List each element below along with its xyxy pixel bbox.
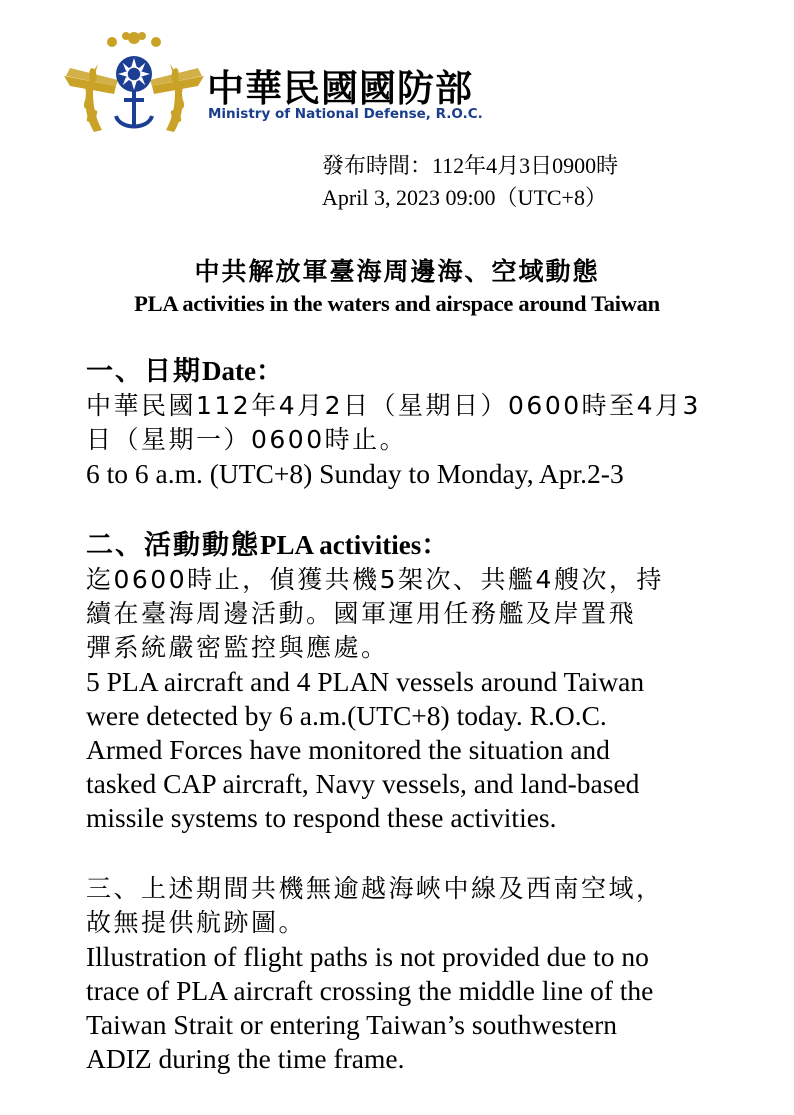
paragraph-line-zh: 故無提供航跡圖。 [86,908,307,937]
section-heading [86,354,756,389]
heading-colon: ： [421,530,449,560]
paragraph-line-zh: 中華民國112年4月2日（星期日）0600時至4月3 [86,391,701,420]
paragraph-line-en: Illustration of flight paths is not provided due to no [86,941,649,972]
paragraph-line-zh: 三、上述期間共機無逾越海峽中線及西南空域， [86,874,664,903]
paragraph-line-zh: 彈系統嚴密監控與應處。 [86,633,389,662]
section-date [86,354,756,491]
section-flight-paths [86,872,756,1076]
release-time-zh: 發布時間：112年4月3日0900時 [322,153,619,178]
section-heading [86,528,756,563]
paragraph-line-en: Taiwan Strait or entering Taiwan’s southwestern [86,1009,617,1040]
paragraph-line-en: 6 to 6 a.m. (UTC+8) Sunday to Monday, Apr.2-3 [86,458,624,489]
paragraph-line-en: trace of PLA aircraft crossing the middle line of the [86,975,654,1006]
heading-en: PLA activities [260,530,422,560]
heading-zh: 二、活動動態 [86,530,260,561]
title-zh: 中共解放軍臺海周邊海、空域動態 [194,257,600,286]
mnd-emblem-icon [60,28,208,140]
heading-colon: ： [255,356,283,386]
letterhead [60,28,520,148]
paragraph-line-zh: 續在臺海周邊活動。國軍運用任務艦及岸置飛 [86,599,637,628]
paragraph-line-en: ADIZ during the time frame. [86,1043,405,1074]
paragraph-line-zh: 迄0600時止，偵獲共機5架次、共艦4艘次，持 [86,565,664,594]
org-name-en: Ministry of National Defense, R.O.C. [208,106,483,122]
document-title [0,255,794,319]
org-name-zh: 中華民國國防部 [207,67,473,110]
paragraph-line-en: 5 PLA aircraft and 4 PLAN vessels around Taiwan [86,666,645,697]
heading-en: Date [202,356,256,386]
title-en: PLA activities in the waters and airspace around Taiwan [134,291,660,316]
release-time [322,150,618,214]
section-activities [86,528,756,835]
paragraph-line-en: tasked CAP aircraft, Navy vessels, and land-based [86,768,640,799]
release-time-en: April 3, 2023 09:00（UTC+8） [322,185,607,210]
paragraph-line-en: were detected by 6 a.m.(UTC+8) today. R.O.C. [86,700,607,731]
paragraph-line-en: Armed Forces have monitored the situation and [86,734,610,765]
heading-zh: 一、日期 [86,356,202,387]
paragraph-line-zh: 日（星期一）0600時止。 [86,425,408,454]
paragraph-line-en: missile systems to respond these activities. [86,802,557,833]
